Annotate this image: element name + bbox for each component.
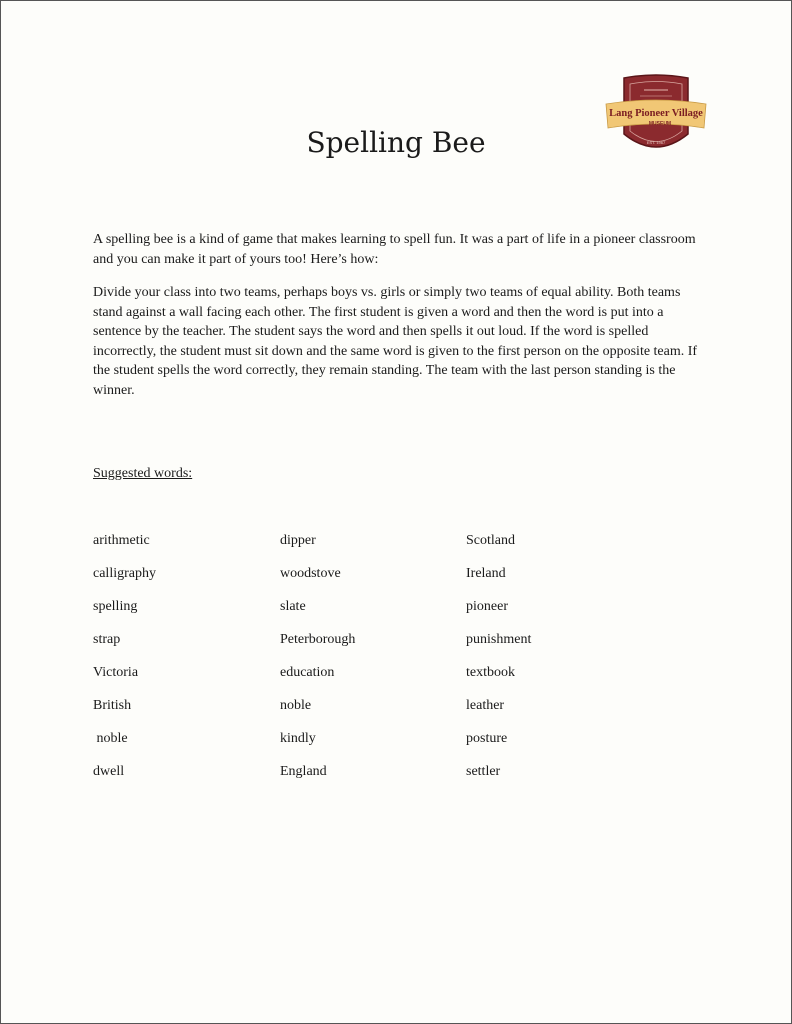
suggested-word: British <box>93 698 132 713</box>
suggested-word: Victoria <box>93 665 139 680</box>
suggested-word: calligraphy <box>93 566 156 581</box>
suggested-word: settler <box>466 764 501 779</box>
suggested-word: education <box>280 665 335 680</box>
logo-subtitle: MUSEUM <box>648 121 672 127</box>
suggested-word: Peterborough <box>280 632 356 647</box>
lang-pioneer-village-logo <box>604 74 708 158</box>
suggested-words-heading: Suggested words: <box>93 466 193 481</box>
logo-est: EST. 1967 <box>646 140 666 145</box>
suggested-word: woodstove <box>280 566 341 581</box>
suggested-word: arithmetic <box>93 533 150 548</box>
instructions-paragraph: Divide your class into two teams, perhaps boys vs. girls or simply two teams of equal ability. Both teams stand against a wall facing each other. The first student is given a word and then the word is put into a sentence by the teacher. The student says the word and then spells it out loud. If the word is spelled incorrectly, the student must sit down and the same word is given to the first person on the opposite team. If the student spells the word correctly, they remain standing. The team with the last person standing is the winner. <box>93 285 698 398</box>
intro-paragraph: A spelling bee is a kind of game that makes learning to spell fun. It was a part of life in a pioneer classroom and you can make it part of yours too! Here’s how: <box>93 232 696 267</box>
suggested-word: noble <box>280 698 312 713</box>
suggested-word: posture <box>466 731 508 746</box>
suggested-word: slate <box>280 599 306 614</box>
suggested-word: England <box>280 764 327 779</box>
logo-name: Lang Pioneer Village <box>609 108 703 119</box>
suggested-word: leather <box>466 698 505 713</box>
page-title: Spelling Bee <box>306 126 486 159</box>
suggested-word: noble <box>93 731 128 746</box>
suggested-word: textbook <box>466 665 515 680</box>
suggested-word: Scotland <box>466 533 515 548</box>
suggested-word: kindly <box>280 731 316 746</box>
suggested-word: strap <box>93 632 121 647</box>
suggested-word: Ireland <box>466 566 506 581</box>
suggested-word: punishment <box>466 632 532 647</box>
suggested-word: pioneer <box>466 599 508 614</box>
suggested-word: spelling <box>93 599 138 614</box>
suggested-word: dwell <box>93 764 125 779</box>
suggested-word: dipper <box>280 533 316 548</box>
